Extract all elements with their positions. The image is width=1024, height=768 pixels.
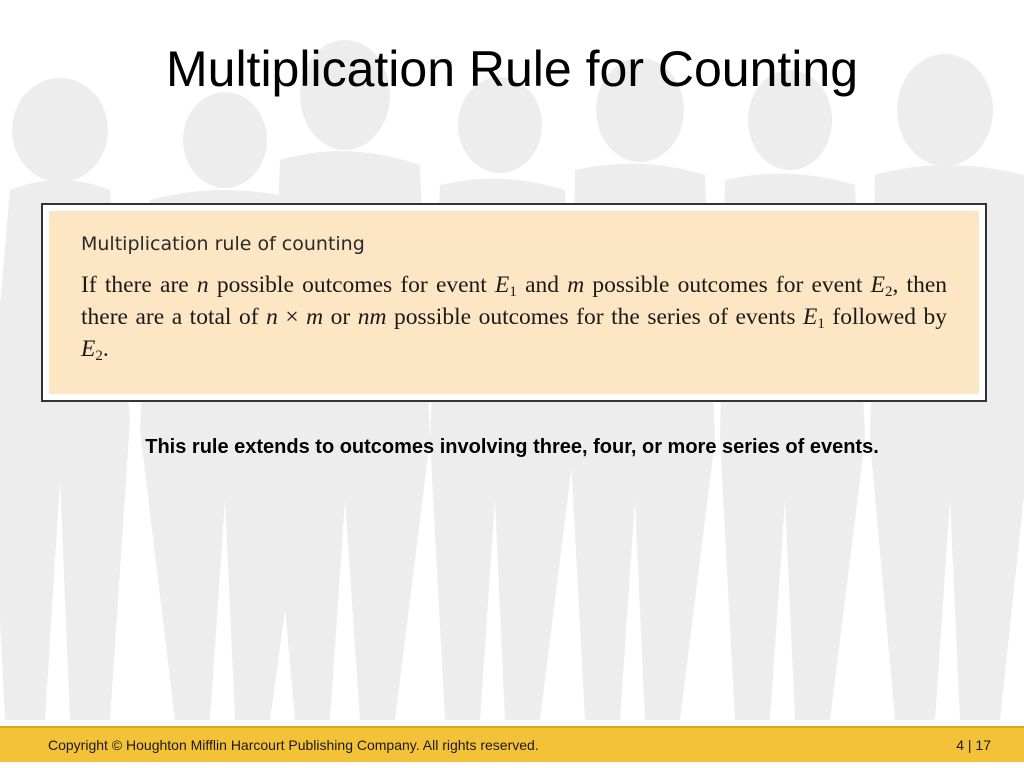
rule-definition-box [41, 203, 987, 402]
copyright-notice: Copyright © Houghton Mifflin Harcourt Publishing Company. All rights reserved. [48, 737, 539, 753]
slide-title: Multiplication Rule for Counting [165, 41, 859, 97]
footer-bar [0, 726, 1024, 762]
rule-definition-panel [49, 211, 979, 394]
rule-heading: Multiplication rule of counting [81, 233, 365, 255]
rule-extension-note: This rule extends to outcomes involving three, four, or more series of events. [145, 436, 879, 458]
rule-body: If there are n possible outcomes for event $E_1$ and m possible outcomes for event $E_2$, then there are a total of n × m or nm possible outcomes for the series of events $E_1$ followed by $E_2$. [81, 272, 948, 364]
page-number: 4 | 17 [956, 737, 991, 753]
